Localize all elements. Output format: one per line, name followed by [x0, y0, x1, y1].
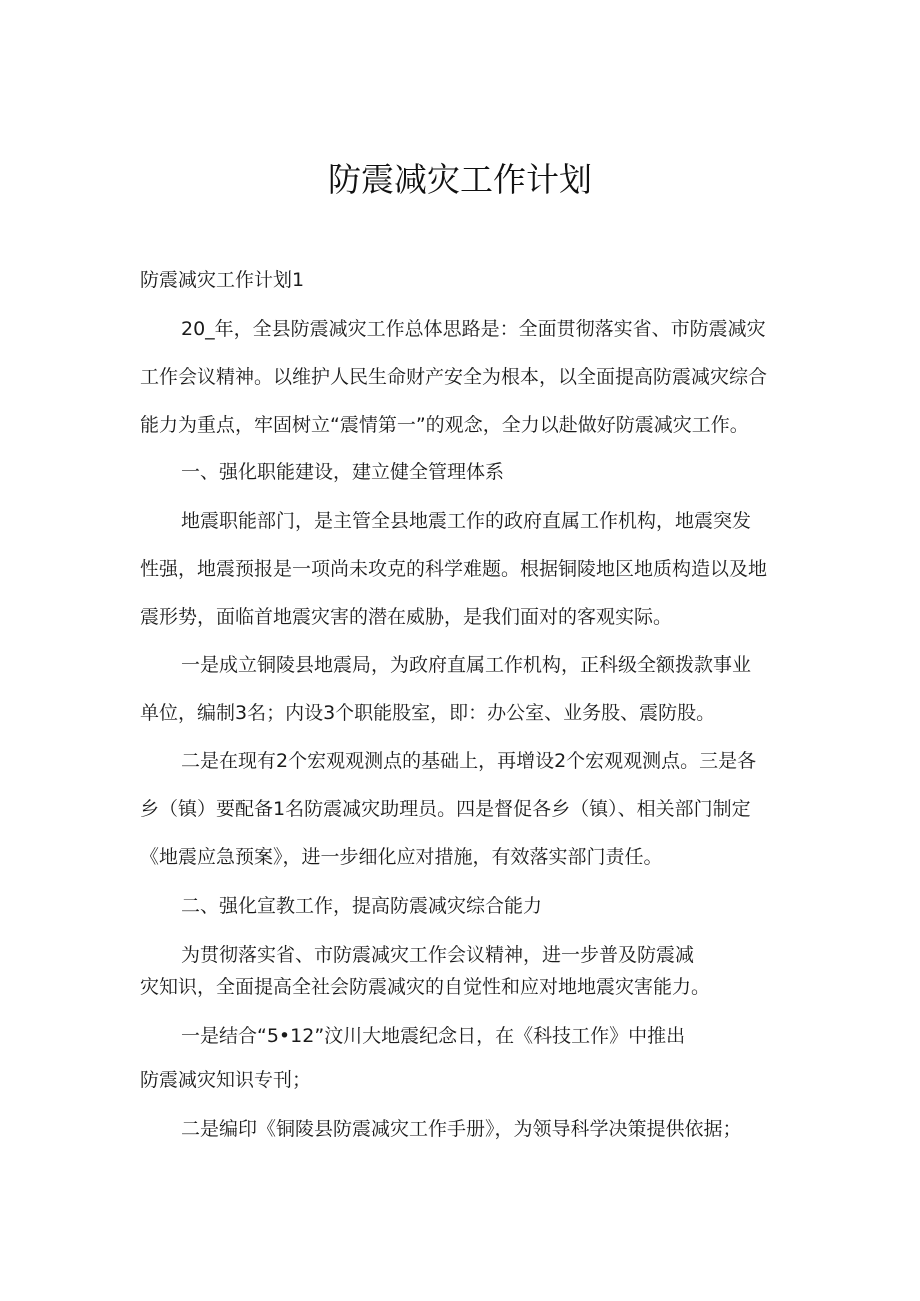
paragraph-line: 《地震应急预案》，进一步细化应对措施，有效落实部门责任。 [140, 846, 663, 868]
paragraph-line: 一是成立铜陵县地震局，为政府直属工作机构，正科级全额拨款事业 [181, 654, 752, 676]
paragraph-line: 乡（镇）要配备1名防震减灾助理员。四是督促各乡（镇）、相关部门制定 [140, 798, 751, 820]
paragraph-line: 灾知识，全面提高全社会防震减灾的自觉性和应对地地震灾害能力。 [140, 976, 711, 998]
paragraph-line: 单位，编制3名；内设3个职能股室，即：办公室、业务股、震防股。 [140, 702, 716, 724]
section-heading: 防震减灾工作计划1 [140, 269, 305, 291]
subheading-line: 一、强化职能建设，建立健全管理体系 [181, 461, 505, 483]
paragraph-line: 地震职能部门，是主管全县地震工作的政府直属工作机构，地震突发 [181, 510, 752, 532]
paragraph-line: 一是结合“5•12”汶川大地震纪念日，在《科技工作》中推出 [181, 1025, 686, 1047]
paragraph-line: 震形势，面临首地震灾害的潜在威胁，是我们面对的客观实际。 [140, 606, 673, 628]
paragraph-line: 性强，地震预报是一项尚未攻克的科学难题。根据铜陵地区地质构造以及地 [140, 558, 768, 580]
document-title: 防震减灾工作计划 [328, 160, 592, 199]
paragraph-line: 能力为重点，牢固树立“震情第一”的观念，全力以赴做好防震减灾工作。 [140, 414, 749, 436]
paragraph-line: 二是在现有2个宏观观测点的基础上，再增设2个宏观观测点。三是各 [181, 750, 757, 772]
paragraph-line: 为贯彻落实省、市防震减灾工作会议精神，进一步普及防震减 [181, 944, 695, 966]
paragraph-line: 二是编印《铜陵县防震减灾工作手册》，为领导科学决策提供依据； [181, 1118, 742, 1140]
paragraph-line: 防震减灾知识专刊； [140, 1069, 312, 1091]
paragraph-line: 工作会议精神。以维护人民生命财产安全为根本，以全面提高防震减灾综合 [140, 366, 768, 388]
paragraph-line: 20_年，全县防震减灾工作总体思路是：全面贯彻落实省、市防震减灾 [181, 318, 766, 340]
subheading-line: 二、强化宣教工作，提高防震减灾综合能力 [181, 895, 543, 917]
